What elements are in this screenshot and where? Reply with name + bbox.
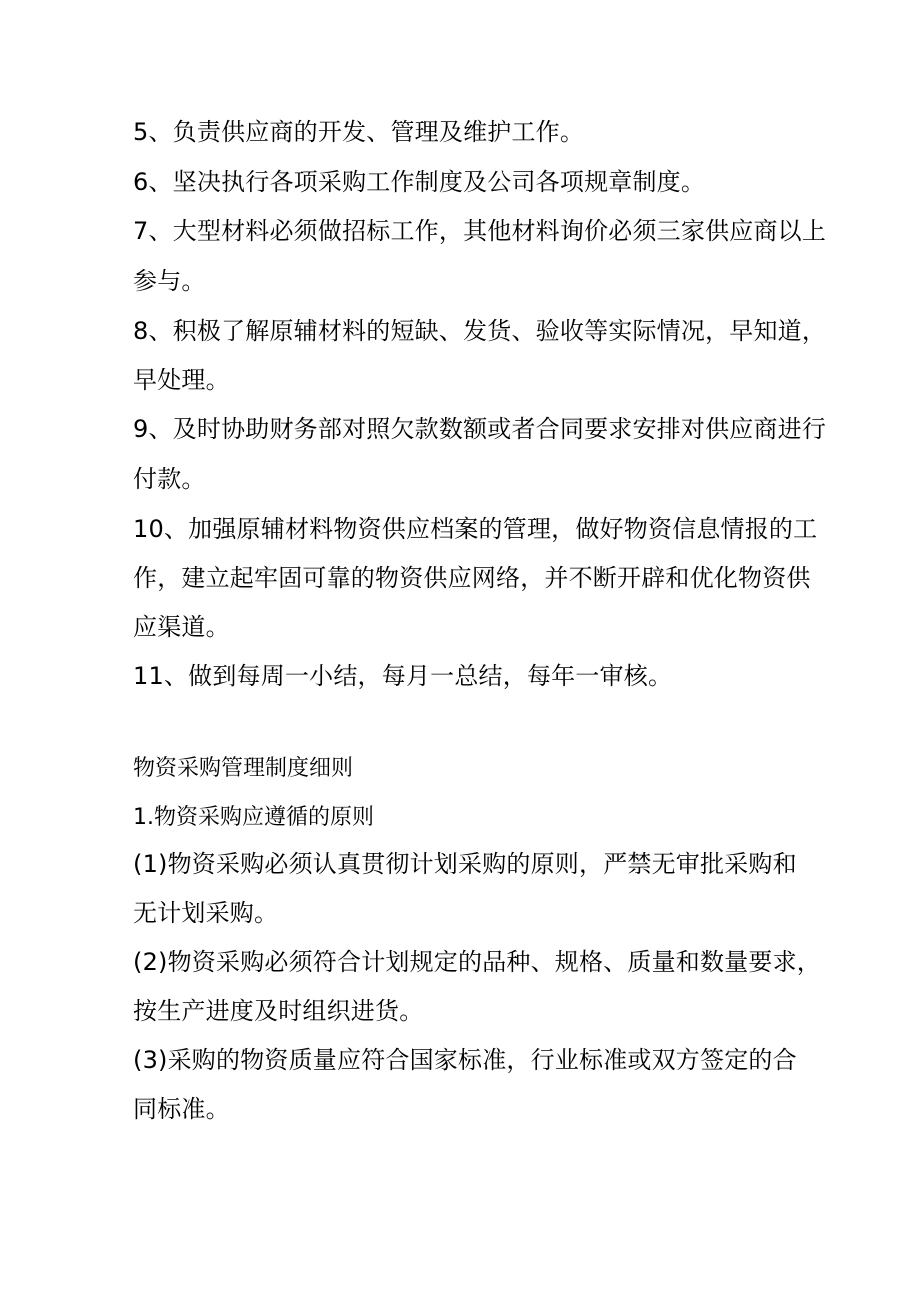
- duty-item-11: 11、做到每周一小结，每月一总结，每年一审核。: [133, 662, 673, 690]
- duty-item-7-line-1: 7、大型材料必须做招标工作，其他材料询价必须三家供应商以上: [133, 217, 827, 245]
- subsection-heading: 1.物资采购应遵循的原则: [133, 805, 374, 830]
- principle-1-line-2: 无计划采购。: [133, 899, 279, 927]
- duty-item-10-line-2: 作，建立起牢固可靠的物资供应网络，并不断开辟和优化物资供: [133, 564, 811, 592]
- duty-item-5: 5、负责供应商的开发、管理及维护工作。: [133, 118, 585, 146]
- duty-item-6: 6、坚决执行各项采购工作制度及公司各项规章制度。: [133, 168, 706, 196]
- principle-2-line-1: (2)物资采购必须符合计划规定的品种、规格、质量和数量要求，: [133, 948, 821, 976]
- duty-item-9-line-1: 9、及时协助财务部对照欠款数额或者合同要求安排对供应商进行: [133, 415, 827, 443]
- duty-item-9-line-2: 付款。: [133, 465, 206, 493]
- principle-2-line-2: 按生产进度及时组织进货。: [133, 997, 424, 1025]
- principle-1-line-1: (1)物资采购必须认真贯彻计划采购的原则，严禁无审批采购和: [133, 850, 797, 878]
- section-title: 物资采购管理制度细则: [133, 756, 354, 781]
- duty-item-8-line-2: 早处理。: [133, 366, 230, 394]
- principle-3-line-1: (3)采购的物资质量应符合国家标准，行业标准或双方签定的合: [133, 1046, 797, 1074]
- duty-item-10-line-3: 应渠道。: [133, 613, 230, 641]
- duty-item-7-line-2: 参与。: [133, 267, 206, 295]
- principle-3-line-2: 同标准。: [133, 1095, 230, 1123]
- duty-item-10-line-1: 10、加强原辅材料物资供应档案的管理，做好物资信息情报的工: [133, 515, 818, 543]
- duty-item-8-line-1: 8、积极了解原辅材料的短缺、发货、验收等实际情况，早知道，: [133, 317, 827, 345]
